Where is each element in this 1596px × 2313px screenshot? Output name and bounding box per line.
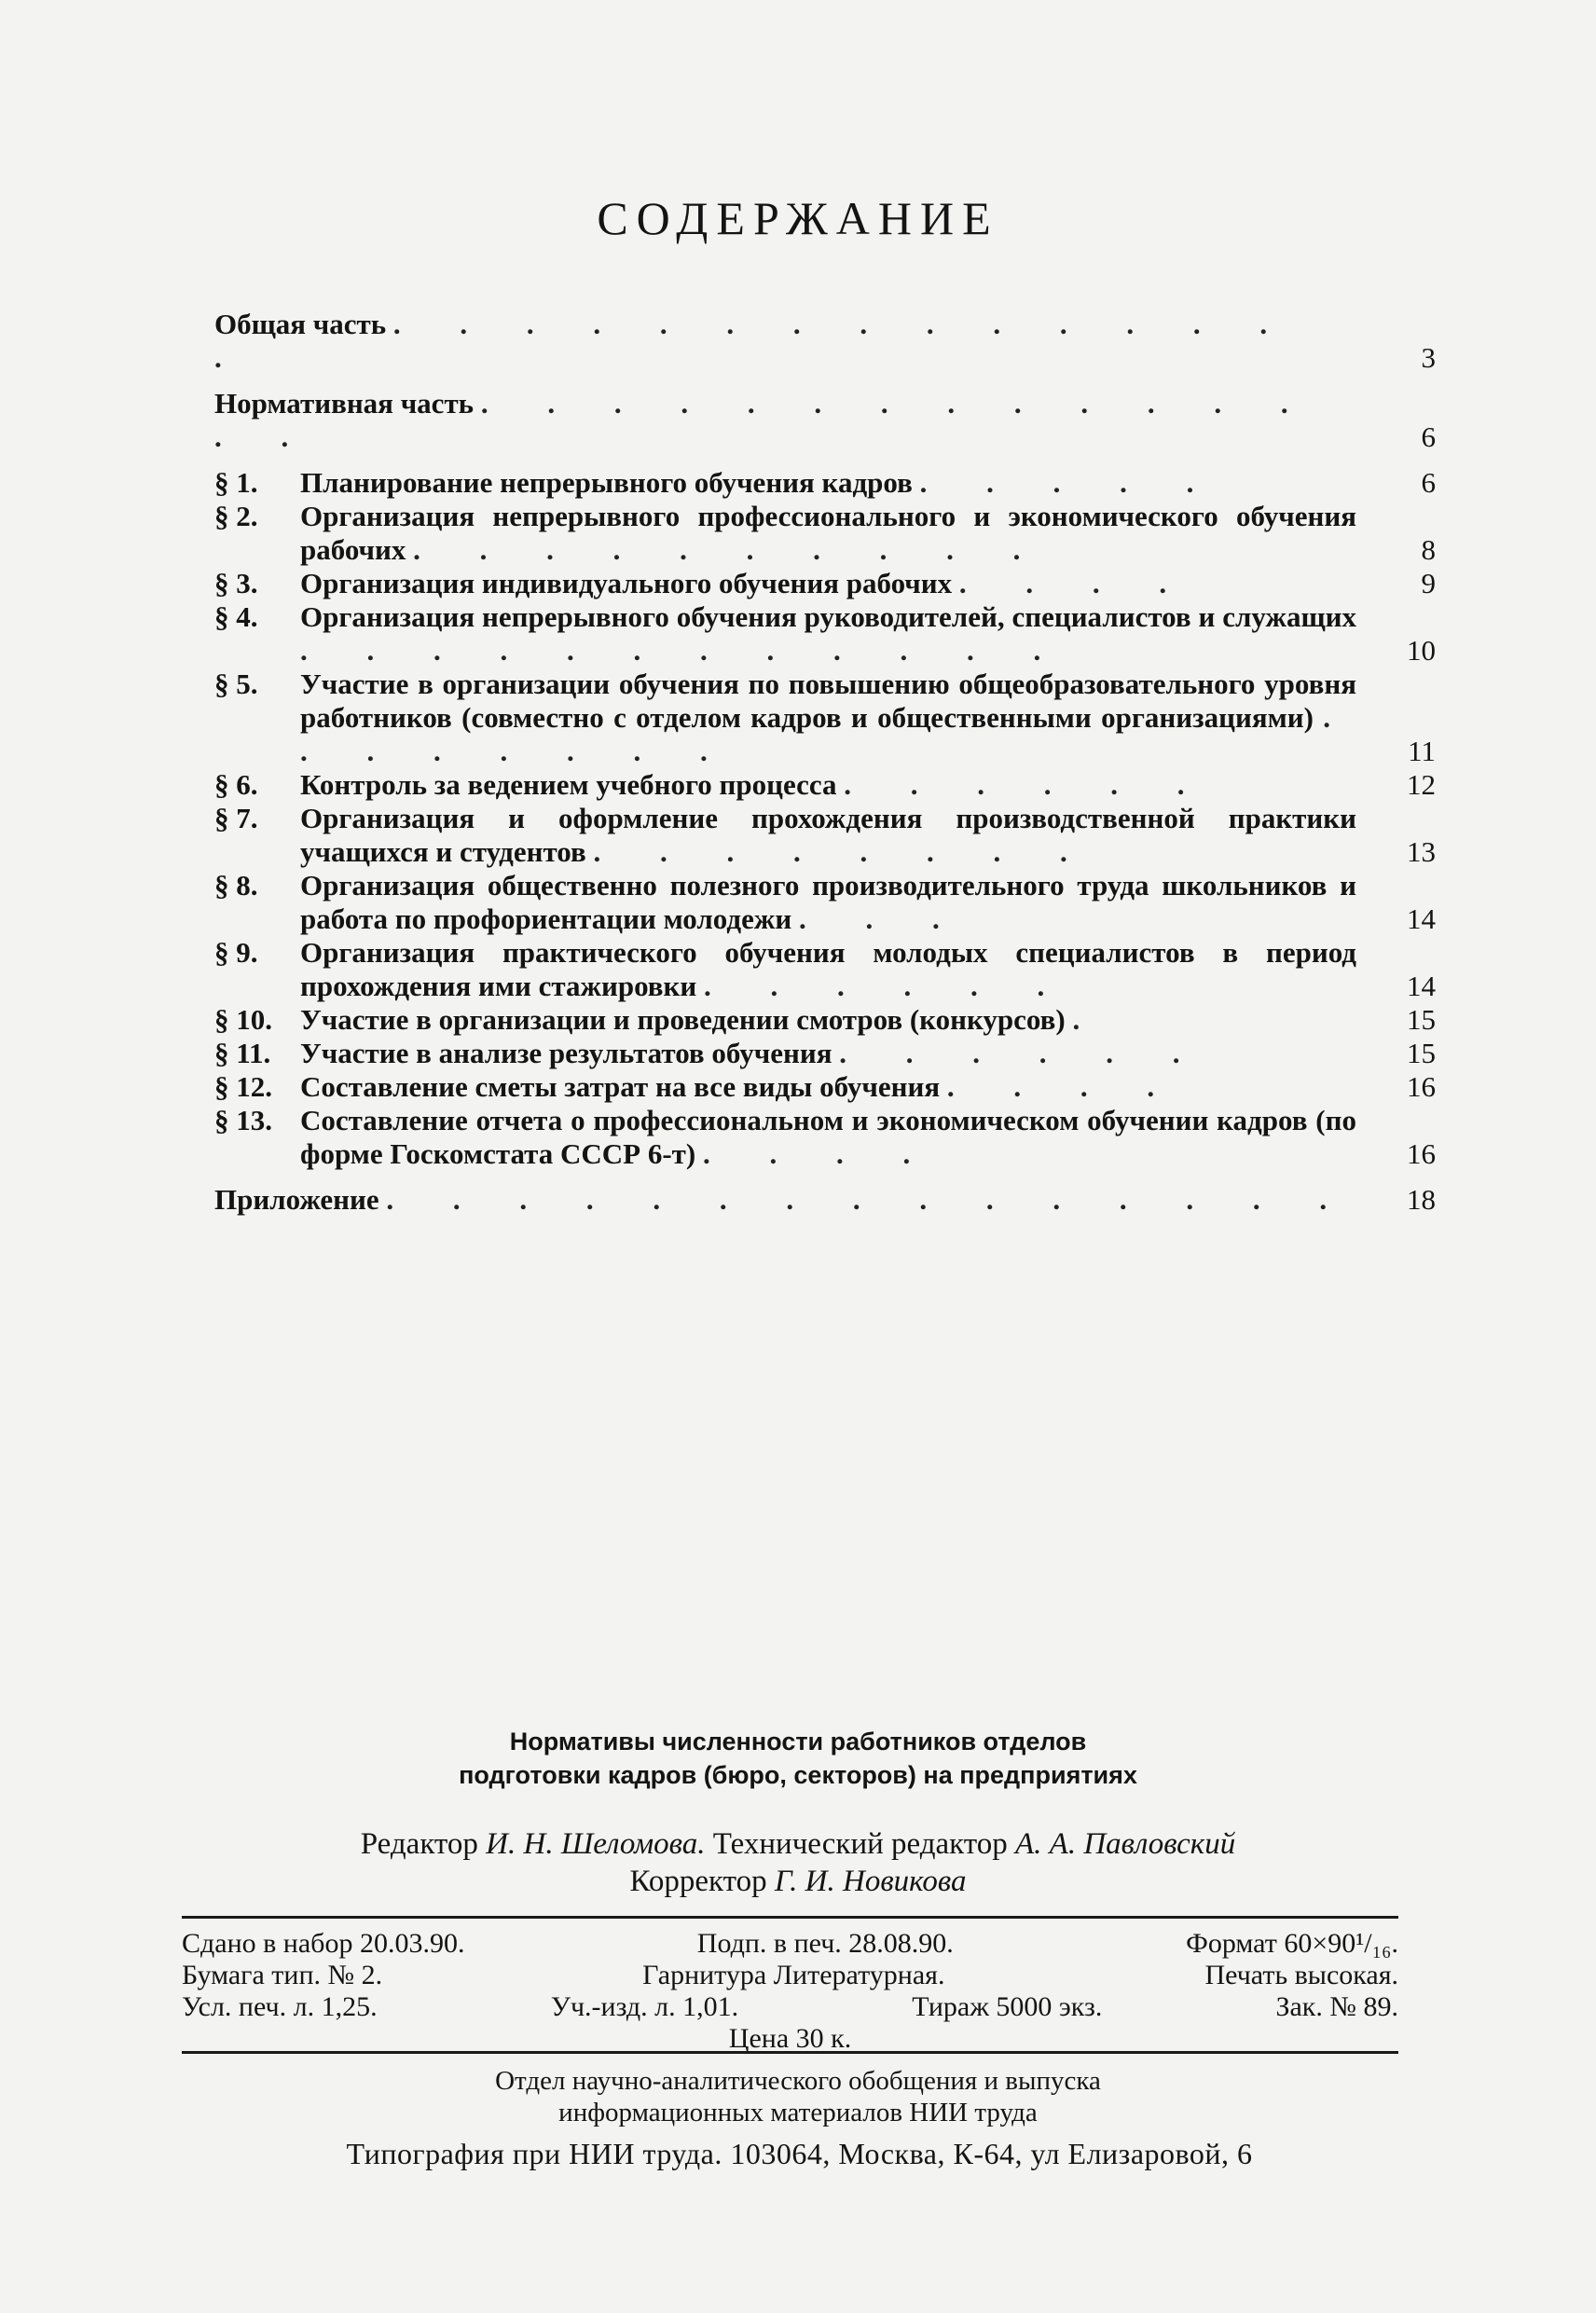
toc-entry (214, 1183, 1436, 1217)
publication-title-line2: подготовки кадров (бюро, секторов) на предприятиях (459, 1761, 1137, 1789)
imprint-order: Зак. № 89. (1275, 1991, 1398, 2022)
toc-entry-title: Участие в анализе результатов обучения (300, 1037, 832, 1069)
toc-entry (214, 768, 1436, 802)
table-of-contents (214, 308, 1436, 1229)
toc-page-number: 14 (1407, 970, 1436, 1002)
toc-entry (214, 1003, 1436, 1037)
toc-page-number: 15 (1407, 1037, 1436, 1069)
dot-leader: . . . . . . . . . . . . . . . (386, 1183, 1354, 1216)
toc-page-number: 16 (1407, 1137, 1436, 1170)
toc-entry-title: Контроль за ведением учебного процесса (300, 768, 837, 801)
publication-title (0, 1725, 1596, 1792)
toc-entry-title: Организация и оформление прохождения производственной практики учащихся и студентов (300, 802, 1356, 868)
toc-entry (214, 936, 1436, 1003)
imprint-paper: Бумага тип. № 2. (182, 1960, 383, 1990)
tech-editor-name: А. А. Павловский (1015, 1827, 1236, 1861)
toc-entry (214, 869, 1436, 936)
toc-page-number: 18 (1407, 1183, 1436, 1216)
toc-entry (214, 668, 1436, 768)
toc-entry (214, 802, 1436, 869)
imprint-row-2 (182, 1960, 1398, 1991)
dot-leader: . . . . (702, 1137, 937, 1170)
section-mark: § 1. (214, 466, 258, 499)
section-mark: § 8. (214, 869, 258, 902)
tech-editor-label: Технический редактор (712, 1827, 1008, 1861)
imprint-sent: Сдано в набор 20.03.90. (182, 1928, 465, 1959)
dot-leader: . . . . . (919, 466, 1220, 499)
imprint (182, 1928, 1398, 2055)
dot-leader: . . . . . . . . (593, 835, 1094, 868)
publisher-line2: информационных материалов НИИ труда (558, 2098, 1038, 2127)
dot-leader: . . . . . . (844, 768, 1211, 801)
imprint-signed: Подп. в печ. 28.08.90. (696, 1928, 954, 1959)
imprint-run: Тираж 5000 экз. (912, 1991, 1103, 2022)
section-mark: § 10. (214, 1003, 272, 1036)
section-mark: § 3. (214, 567, 258, 599)
toc-entry (214, 600, 1436, 668)
toc-entry-title: Планирование непрерывного обучения кадров (300, 466, 913, 499)
section-mark: § 12. (214, 1070, 272, 1103)
toc-entry-title: Участие в организации обучения по повышению общеобразовательного уровня работников (совместно с отделом кадров и общественными организациями) (300, 668, 1356, 734)
toc-page-number: 16 (1407, 1070, 1436, 1103)
toc-page-number: 3 (1421, 341, 1436, 374)
editor-label: Редактор (360, 1827, 478, 1861)
corrector-label: Корректор (629, 1865, 767, 1898)
toc-entry-title: Составление сметы затрат на все виды обучения (300, 1070, 941, 1103)
credits (0, 1825, 1596, 1900)
toc-entry (214, 1070, 1436, 1104)
dot-leader: . . . . (946, 1070, 1181, 1103)
dot-leader: . (1072, 1003, 1107, 1036)
toc-entry (214, 1104, 1436, 1171)
toc-entry (214, 308, 1436, 375)
toc-entry-title: Организация практического обучения молодых специалистов в период прохождения ими стажировки (300, 936, 1356, 1002)
section-mark: § 2. (214, 500, 258, 532)
toc-entry (214, 500, 1436, 567)
dot-leader: . . . . (958, 567, 1193, 599)
publisher (0, 2065, 1596, 2128)
section-mark: § 5. (214, 668, 258, 700)
imprint-sheets: Усл. печ. л. 1,25. (182, 1991, 378, 2022)
section-mark: § 13. (214, 1104, 272, 1136)
dot-leader: . . . . . . . . . . . . . . . (214, 387, 1314, 453)
toc-entry (214, 387, 1436, 454)
section-mark: § 6. (214, 768, 258, 801)
imprint-format: Формат 60×90¹/₁₆. (1186, 1928, 1398, 1959)
printer-address: Типография при НИИ труда. 103064, Москва, К-64, ул Елизаровой, 6 (346, 2137, 1253, 2170)
toc-page-number: 6 (1421, 420, 1436, 453)
toc-page-number: 10 (1407, 634, 1436, 667)
section-mark: § 9. (214, 936, 258, 969)
toc-entry (214, 567, 1436, 600)
credits-corrector (0, 1863, 1596, 1900)
toc-page-number: 12 (1407, 768, 1436, 801)
dot-leader: . . . . . . (704, 970, 1071, 1002)
section-mark: § 11. (214, 1037, 271, 1069)
imprint-typeface: Гарнитура Литературная. (642, 1960, 945, 1990)
dot-leader: . . . . . . . . (300, 701, 1357, 767)
publisher-line1: Отдел научно-аналитического обобщения и выпуска (495, 2066, 1101, 2096)
toc-page-number: 14 (1407, 902, 1436, 935)
imprint-printing: Печать высокая. (1204, 1960, 1398, 1990)
toc-entry-title: Организация непрерывного обучения руководителей, специалистов и служащих (300, 600, 1356, 633)
dot-leader: . . . (798, 902, 966, 935)
dot-leader: . . . . . . . . . . . . (300, 634, 1067, 667)
section-mark: § 7. (214, 802, 258, 834)
toc-entry (214, 466, 1436, 500)
toc-page-number: 15 (1407, 1003, 1436, 1036)
imprint-price: Цена 30 к. (728, 2023, 852, 2054)
editor-name: И. Н. Шеломова. (486, 1827, 706, 1861)
dot-leader: . . . . . . (839, 1037, 1206, 1069)
toc-page-number: 11 (1408, 735, 1436, 767)
toc-entry-title: Участие в организации и проведении смотров (конкурсов) (300, 1003, 1066, 1036)
toc-entry-title: Нормативная часть (214, 387, 475, 420)
toc-entry-title: Общая часть (214, 308, 387, 340)
imprint-row-1 (182, 1928, 1398, 1960)
toc-page-number: 6 (1421, 466, 1436, 499)
divider-top (182, 1916, 1398, 1919)
toc-entry-title: Организация непрерывного профессионального и экономического обучения рабочих (300, 500, 1356, 566)
toc-entry-title: Организация общественно полезного производительного труда школьников и работа по профориентации молодежи (300, 869, 1356, 935)
toc-entry-title: Составление отчета о профессиональном и экономическом обучении кадров (по форме Госкомстата СССР 6-т) (300, 1104, 1356, 1170)
credits-editors (0, 1825, 1596, 1863)
publication-title-line1: Нормативы численности работников отделов (509, 1728, 1087, 1755)
imprint-row-3 (182, 1991, 1398, 2023)
toc-entry (214, 1037, 1436, 1070)
toc-entry-title: Организация индивидуального обучения рабочих (300, 567, 953, 599)
toc-page-number: 8 (1421, 533, 1436, 566)
toc-page-number: 9 (1421, 567, 1436, 599)
divider-bottom (182, 2051, 1398, 2054)
page-title: СОДЕРЖАНИЕ (597, 192, 999, 244)
toc-entry-title: Приложение (214, 1183, 379, 1216)
imprint-pubsheets: Уч.-изд. л. 1,01. (550, 1991, 739, 2022)
section-mark: § 4. (214, 600, 258, 633)
corrector-name: Г. И. Новикова (774, 1865, 967, 1898)
toc-page-number: 13 (1407, 835, 1436, 868)
dot-leader: . . . . . . . . . . . . . . . (214, 308, 1294, 374)
dot-leader: . . . . . . . . . . (413, 533, 1047, 566)
